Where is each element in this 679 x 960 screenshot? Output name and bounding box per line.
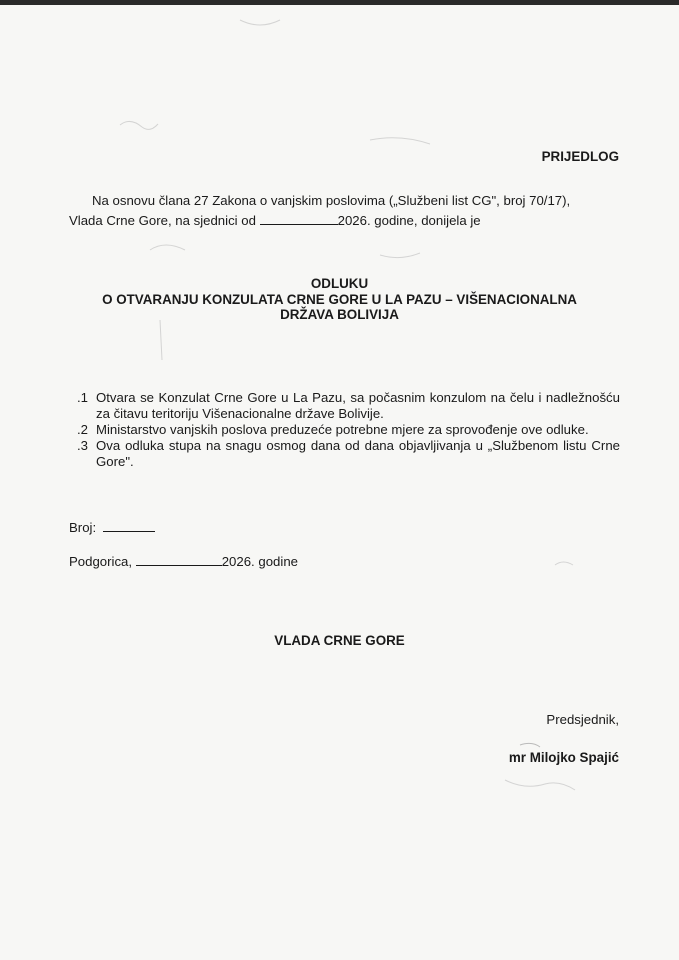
scan-smudge bbox=[120, 121, 158, 129]
list-item-text: Ova odluka stupa na snagu osmog dana od dana objavljivanja u „Službenom listu Crne Gore". bbox=[96, 438, 620, 469]
list-item: 2. Ministarstvo vanjskih poslova preduzeće potrebne mjere za sprovođenje ove odluke. bbox=[76, 422, 589, 437]
list-item: 1. Otvara se Konzulat Crne Gore u La Pazu, sa počasnim konzulom na čelu i nadležnošću za čitavu teritoriju Višenacionalne države Bolivije. bbox=[76, 390, 620, 421]
document-number-label: Broj: bbox=[69, 520, 97, 535]
decision-articles-list bbox=[70, 390, 620, 470]
intro-line-2 bbox=[69, 212, 481, 229]
decision-title: ODLUKU bbox=[310, 276, 369, 291]
government-name: VLADA CRNE GORE bbox=[274, 633, 405, 648]
decision-subtitle-line-2: DRŽAVA BOLIVIJA bbox=[280, 307, 399, 322]
signature-stroke bbox=[520, 743, 540, 747]
scan-smudge bbox=[505, 780, 575, 790]
list-item-text: Otvara se Konzulat Crne Gore u La Pazu, sa počasnim konzulom na čelu i nadležnošću za čitavu teritoriju Višenacionalne države Bolivije. bbox=[96, 390, 620, 421]
scan-smudge bbox=[160, 320, 162, 360]
signatory-role: Predsjednik, bbox=[546, 712, 619, 727]
intro-line-1: Na osnovu člana 27 Zakona o vanjskim poslovima („Službeni list CG", broj 70/17), bbox=[92, 193, 571, 208]
scan-smudge bbox=[240, 20, 280, 25]
document-number-blank bbox=[103, 519, 155, 532]
document-number-row bbox=[69, 519, 155, 536]
intro-line-2-suffix: 2026. godine, donijela je bbox=[337, 213, 481, 228]
place-date-row bbox=[69, 553, 298, 570]
session-date-blank bbox=[260, 212, 338, 225]
scan-smudge bbox=[150, 245, 185, 250]
date-blank bbox=[136, 553, 222, 566]
intro-line-2-prefix: Vlada Crne Gore, na sjednici od bbox=[69, 213, 256, 228]
scan-smudge bbox=[555, 562, 573, 565]
list-item-text: Ministarstvo vanjskih poslova preduzeće potrebne mjere za sprovođenje ove odluke. bbox=[96, 422, 589, 437]
document-status-label: PRIJEDLOG bbox=[541, 149, 619, 164]
decision-subtitle-line-1: O OTVARANJU KONZULATA CRNE GORE U LA PAZU – VIŠENACIONALNA bbox=[102, 292, 577, 307]
place-label: Podgorica, bbox=[69, 554, 133, 569]
scan-smudge bbox=[370, 138, 430, 144]
list-item: 3. Ova odluka stupa na snagu osmog dana od dana objavljivanja u „Službenom listu Crne Gore". bbox=[76, 438, 620, 469]
signatory-name: mr Milojko Spajić bbox=[508, 750, 619, 765]
scan-smudge bbox=[380, 253, 420, 258]
date-suffix: 2026. godine bbox=[221, 554, 298, 569]
